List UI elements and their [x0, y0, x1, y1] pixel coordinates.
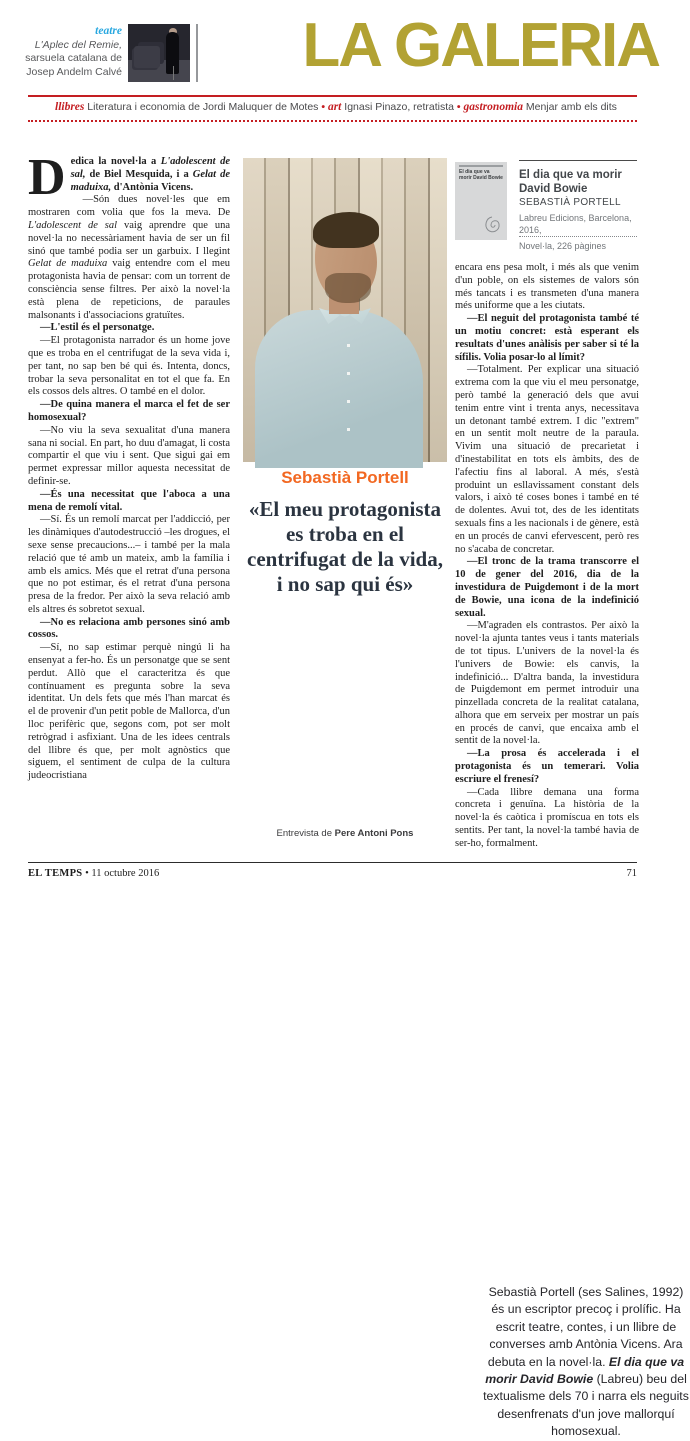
paragraph: —No es relaciona amb persones sinó amb cossos. — [28, 616, 230, 641]
book-title-line-2: David Bowie — [519, 183, 588, 195]
footer-date: 11 octubre 2016 — [91, 868, 160, 879]
strip-section-text: Menjar amb els dits — [522, 101, 617, 113]
strip-bullet: • — [454, 101, 464, 113]
book-publisher-line-2: Novel·la, 226 pàgines — [519, 241, 607, 251]
strip-section-label: gastronomia — [463, 101, 523, 113]
byline-prefix: Entrevista de — [276, 828, 335, 839]
strip-bullet: • — [318, 101, 328, 113]
paragraph: Sebastià Portell (ses Salines, 1992) és un escriptor precoç i prolífic. Ha escrit teatre, contes, i un llibre de converses amb Antònia Vicens. Ara debuta en la novel·la. El dia que va morir David Bowie (Labreu) beu del textualisme dels 70 i narra els neguits desenfrenats d'un jove mallorquí homosexual. — [483, 1285, 689, 1439]
photo-torso — [255, 310, 423, 468]
masthead-rule — [28, 95, 637, 97]
interviewee-name: Sebastià Portell — [281, 468, 409, 487]
section-title: LA GALERIA — [302, 11, 659, 80]
paragraph: Dedica la novel·la a L'adolescent de sal, de Biel Mesquida, i a Gelat de maduixa, d'Antònia Vicens. — [28, 149, 230, 206]
teaser-block — [20, 25, 122, 79]
paragraph: —És una necessitat que l'aboca a una mena de remolí vital. — [28, 488, 230, 513]
footer-brand: EL TEMPS — [28, 868, 83, 879]
paragraph: —El protagonista narrador és un home jove que es troba en el centrifugat de la seva vida i, per tant, no sap ben bé qui és. Intenta, doncs, trobar la seva personalitat en tot el que fa. En els cossos dels altres. O també en el dolor. — [28, 335, 230, 398]
article-column-left — [28, 149, 230, 860]
strip-section-label: art — [327, 101, 342, 113]
paragraph: —Cada llibre demana una forma concreta i genuïna. La història de la novel·la és caòtica i promíscua en tots els sentits. Per tant, la novel·la també havia de ser-ho, formalment. — [455, 786, 639, 849]
photo-shirt-buttons — [347, 344, 350, 454]
theatre-photo — [128, 24, 190, 82]
masthead-divider — [196, 24, 198, 82]
paragraph: —L'estil és el personatge. — [40, 322, 155, 334]
section-strip — [55, 101, 637, 113]
strip-section-text: Literatura i economia de Jordi Maluquer de Motes — [84, 101, 319, 113]
book-cover-thumbnail — [455, 162, 507, 240]
page-number: 71 — [626, 868, 637, 879]
book-cover-accent — [459, 165, 503, 167]
teaser-line-3: Josep Andelm Calvé — [26, 65, 122, 78]
book-title-line-1: El dia que va morir — [519, 169, 622, 181]
drop-cap: D — [28, 149, 66, 206]
book-cover-title: El dia que va morir David Bowie — [459, 169, 503, 181]
paragraph: encara ens pesa molt, i més als que venim d'un poble, on els sistemes de valors són més tancats i es transmeten d'una manera més uniforme que a les ciutats. — [455, 262, 639, 312]
paragraph: —El neguit del protagonista també té un motiu concret: està esperant els resultats d'unes anàlisis per saber si té la sífilis. Volia posar-lo al límit? — [455, 313, 639, 363]
paragraph: —M'agraden els contrastos. Per això la novel·la ajunta tantes veus i tants materials de tot tipus. L'univers de la novel·la és l'univers de Bowie: els canvis, la indefinició... D'altra banda, la investidura de Puigdemont em permet introduir una pinzellada concreta de la realitat catalana, alhora que em serveix per mostrar un país en procés de canvi, que encaixa amb el sentit de la novel·la. — [455, 620, 639, 747]
paragraph: —Sí, no sap estimar perquè ningú li ha ensenyat a fer-ho. És un personatge que se sent perdut. Allò que el caracteritza és que contínuament es pregunta sobre la seva identitat. Un dels fets que més l'han marcat és el de provenir d'un petit poble de Mallorca, d'un lloc perifèric que, segons com, pot ser molt retrògrad i asfixiant. Una de les idees centrals del llibre és que, per molt agnòstics que siguem, el sentiment de culpa de la cultura judeocristiana — [28, 642, 230, 782]
book-info-rule-top — [519, 160, 637, 161]
photo-beard — [325, 273, 371, 303]
teaser-line-2: sarsuela catalana de — [25, 52, 122, 64]
paragraph: —De quina manera el marca el fet de ser homosexual? — [28, 399, 230, 423]
paragraph: —El tronc de la trama transcorre el 10 de gener del 2016, dia de la investidura de Puigdemont i de la mort de Bowie, una icona de la indefinició sexual. — [455, 556, 639, 619]
interviewee-photo — [243, 158, 447, 462]
teaser-section-label: teatre — [95, 25, 122, 37]
photo-head — [315, 218, 377, 302]
paragraph: —Són dues novel·les que em mostraren com volia que fos la meva. De L'adolescent de sal vaig aprendre que una novel·la no necessàriament havia de ser un fil sinó que també podia ser un garbuix. I llegint Gelat de maduixa vaig entendre com el meu protagonista havia de pensar: com un torrent de consciència sense filtres. Per això la novel·la està plena de repeticions, de paraules malsonants i d'associacions gratuïtes. — [28, 194, 230, 321]
book-info — [519, 168, 637, 253]
masthead-dotted-rule — [28, 120, 637, 122]
theatre-photo-mic-stand — [173, 66, 174, 80]
book-info-rule-bottom — [519, 236, 637, 237]
paragraph: —La prosa és accelerada i el protagonista és un temerari. Volia escriure el frenesí? — [455, 748, 639, 785]
theatre-photo-group-figures — [134, 46, 160, 68]
footer-credit — [28, 868, 159, 879]
pull-quote: «El meu protagonista es troba en el centrifugat de la vida, i no sap qui és» — [247, 497, 443, 596]
book-author: SEBASTIÀ PORTELL — [519, 197, 621, 208]
byline — [243, 828, 447, 839]
article-column-right — [455, 262, 639, 862]
book-cover-sketch — [481, 214, 503, 236]
footer-separator: • — [85, 868, 89, 879]
strip-section-label: llibres — [55, 101, 85, 113]
paragraph: —Sí. És un remolí marcat per l'addicció, per les dinàmiques d'autodestrucció –les drogues, el sexe sense precaucions...– i també per la mala relació que té amb un mateix, amb la família i amb els amics. Més que el retrat d'una persona que no pot estimar, és el retrat d'una persona presa de la fredor. Per això la seva relació amb els altres és sobretot sexual. — [28, 514, 230, 615]
book-publisher-line-1: Labreu Edicions, Barcelona, 2016, — [519, 213, 632, 235]
paragraph: —Totalment. Per explicar una situació extrema com la que viu el meu personatge, però també la generació dels que avui tenim entre vint i trenta anys, necessitava un detonant també extrem. I dic "extrem" en un sentit molt neutre de la paraula. Vivim una situació de precarietat i d'inestabilitat en tots els àmbits, des de l'afectiu fins al laboral. A més, s'està produint un esllavissament constant dels valors, i això té coses bones i també en té de dolentes. Avui tot, des de les identitats sexuals fins a les nacionals i de gènere, està en un procés de canvi efervescent, però res no s'acaba de concretar. — [455, 364, 639, 555]
footer-rule — [28, 862, 637, 863]
paragraph: —No viu la seva sexualitat d'una manera sana ni social. En part, ho duu d'amagat, li costa compartir el que viu i sent. Que sigui gai em permet expressar millor aquesta necessitat de definir-se. — [28, 424, 230, 487]
strip-section-text: Ignasi Pinazo, retratista — [341, 101, 455, 113]
teaser-line-1: L'Aplec del Remie, — [34, 38, 122, 51]
byline-author: Pere Antoni Pons — [334, 828, 414, 839]
photo-hair — [313, 212, 379, 248]
